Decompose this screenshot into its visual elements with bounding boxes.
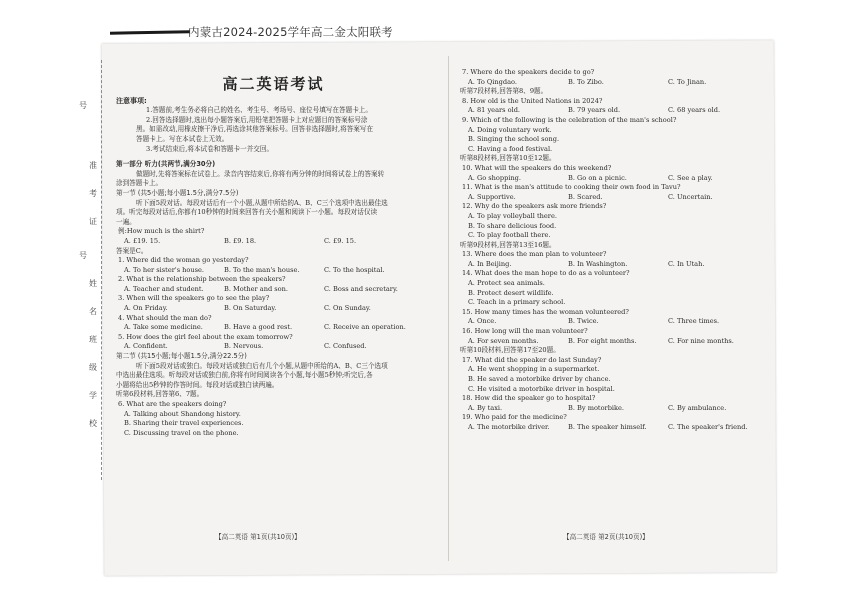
question-stem: 5. How does the girl feel about the exam tomorrow? <box>118 332 293 341</box>
binding-label: 名 <box>89 307 97 316</box>
question-options <box>460 106 760 116</box>
question-options <box>116 342 431 352</box>
notice-line: 2.回答选择题时,选出每小题答案后,用铅笔把答题卡上对应题目的答案标号涂 <box>146 115 368 124</box>
section-heading: 第一节 (共5小题;每小题1.5分,满分7.5分) <box>116 188 239 197</box>
option-a: A. For seven months. <box>468 336 539 345</box>
binding-label: 号 <box>79 101 87 110</box>
option-a: A. In Beijing. <box>468 259 512 268</box>
option-a: A. On Friday. <box>124 304 168 313</box>
option-b: B. Singing the school song. <box>468 135 560 144</box>
question-options <box>460 404 760 414</box>
question-options <box>460 78 760 88</box>
question-stem: 3. When will the speakers go to see the play? <box>118 294 270 303</box>
option-c: C. For nine months. <box>668 336 734 345</box>
binding-label: 学 <box>89 391 97 400</box>
binding-label: 考 <box>89 189 97 198</box>
option-b: B. Sharing their travel experiences. <box>124 419 244 428</box>
option-b: B. He saved a motorbike driver by chance. <box>468 375 611 383</box>
binding-label: 证 <box>89 217 97 226</box>
option-b: B. On Saturday. <box>224 304 277 313</box>
option-c: C. Discussing travel on the phone. <box>124 428 239 437</box>
option-b: B. Go on a picnic. <box>568 173 627 182</box>
option-c: C. To Jinan. <box>668 77 707 86</box>
notice-line: 1.答题前,考生务必将自己的姓名、考生号、考场号、座位号填写在答题卡上。 <box>146 106 372 115</box>
question-options <box>116 266 431 276</box>
option-c: C. The speaker's friend. <box>668 422 748 431</box>
option-c: C. He visited a motorbike driver in hospital. <box>468 384 615 393</box>
listening-material-note: 听第9段材料,回答第13至16题。 <box>460 240 556 249</box>
question-stem: 15. How many times has the woman volunteered? <box>462 307 629 316</box>
option-a: A. Talking about Shandong history. <box>124 409 241 418</box>
question-options <box>116 304 431 314</box>
question-stem: 13. Where does the man plan to volunteer? <box>462 250 607 259</box>
option-a: A. To play volleyball there. <box>468 211 557 220</box>
option-a: A. Protect sea animals. <box>468 279 545 288</box>
option-c: C. To the hospital. <box>324 265 385 274</box>
option-c: C. Teach in a primary school. <box>468 298 566 307</box>
question-stem: 16. How long will the man volunteer? <box>462 327 588 336</box>
instruction-line: 项。听完每段对话后,你都有10秒钟的时间来回答有关小题和阅读下一小题。每段对话仅读 <box>116 208 378 217</box>
question-stem: 11. What is the man's attitude to cooking their own food in Tavu? <box>462 183 681 192</box>
page-footer: 【高二英语 第1页(共10页)】 <box>215 533 301 541</box>
question-options <box>116 323 431 333</box>
instruction-line: 做题时,先将答案标在试卷上。录音内容结束后,你将有两分钟的时间将试卷上的答案转 <box>136 169 385 178</box>
header-rule <box>110 30 190 34</box>
option-a: A. The motorbike driver. <box>468 422 550 431</box>
option-a: A. Confident. <box>124 342 168 351</box>
right-page <box>460 68 760 433</box>
notice-line: 3.考试结束后,将本试卷和答题卡一并交回。 <box>146 144 274 153</box>
option-a: A. By taxi. <box>468 403 503 412</box>
question-stem: 10. What will the speakers do this weekend? <box>462 163 612 172</box>
binding-margin <box>74 60 116 480</box>
exam-title: 高二英语考试 <box>222 75 325 93</box>
instruction-line: 一遍。 <box>116 217 136 226</box>
listening-material-note: 听第6段材料,回答第6、7题。 <box>116 390 204 399</box>
binding-label: 准 <box>89 161 97 170</box>
question-options <box>460 317 760 327</box>
question-stem: 1. Where did the woman go yesterday? <box>118 256 249 265</box>
question-stem: 9. Which of the following is the celebration of the man's school? <box>462 115 677 124</box>
option-a: A. Once. <box>468 317 497 326</box>
option-b: B. In Washington. <box>568 259 628 268</box>
question-stem: 19. Who paid for the medicine? <box>462 413 567 422</box>
instruction-line: 听下面5段对话。每段对话后有一个小题,从题中所给的A、B、C三个选项中选出最佳选 <box>136 198 388 207</box>
option-b: B. Protect desert wildlife. <box>468 288 554 297</box>
listening-material-note: 听第8段材料,回答第10至12题。 <box>460 154 556 163</box>
option-c: C. Three times. <box>668 317 720 326</box>
binding-label: 号 <box>79 251 87 260</box>
option-b: B. To share delicious food. <box>468 221 557 230</box>
option-b: B. For eight months. <box>568 336 637 345</box>
option-a: A. He went shopping in a supermarket. <box>468 365 600 374</box>
option-a: A. 81 years old. <box>468 106 521 115</box>
option-c: C. On Sunday. <box>324 304 371 313</box>
option-a: A. Doing voluntary work. <box>468 125 552 134</box>
question-stem: 8. How old is the United Nations in 2024? <box>462 96 603 105</box>
option-b: B. To Zibo. <box>568 77 604 86</box>
option-c: C. Receive an operation. <box>324 323 406 332</box>
option-c: C. 68 years old. <box>668 106 721 115</box>
option-c: C. Having a food festival. <box>468 144 553 153</box>
notice-line: 答题卡上。写在本试卷上无效。 <box>136 134 229 143</box>
binding-label: 班 <box>89 335 97 344</box>
option-b: B. The speaker himself. <box>568 422 647 431</box>
question-stem: 18. How did the speaker go to hospital? <box>462 394 596 403</box>
option-a: A. Supportive. <box>468 192 516 201</box>
option-b: B. Scared. <box>568 192 603 201</box>
option-a: A. Take some medicine. <box>124 323 203 332</box>
option-a: A. To her sister's house. <box>124 265 205 274</box>
instruction-line: 涂到答题卡上。 <box>116 179 163 188</box>
instruction-line: 小题将给出5秒钟的作答时间。每段对话或独白读两遍。 <box>116 380 279 389</box>
option-c: C. By ambulance. <box>668 403 727 412</box>
part-heading: 第一部分 听力(共两节,满分30分) <box>116 160 216 169</box>
question-stem: 6. What are the speakers doing? <box>118 400 227 408</box>
left-page <box>116 75 431 438</box>
page-fold-line <box>448 56 449 561</box>
question-stem: 12. Why do the speakers ask more friends? <box>462 202 607 211</box>
page-footer: 【高二英语 第2页(共10页)】 <box>563 533 649 541</box>
notice-heading: 注意事项: <box>116 96 147 105</box>
binding-label: 校 <box>89 419 97 428</box>
option-c: C. £9. 15. <box>324 236 357 245</box>
instruction-line: 听下面5段对话或独白。每段对话或独白后有几个小题,从题中所给的A、B、C三个选项 <box>136 361 388 370</box>
option-b: B. To the man's house. <box>224 265 300 274</box>
option-b: B. By motorbike. <box>568 403 625 412</box>
option-a: A. Go shopping. <box>468 173 522 182</box>
option-b: B. Have a good rest. <box>224 323 293 332</box>
option-a: A. £19. 15. <box>124 236 161 245</box>
question-options <box>460 174 760 184</box>
question-options <box>460 337 760 347</box>
option-c: C. Boss and secretary. <box>324 284 398 293</box>
document-header-title: 内蒙古2024-2025学年高二金太阳联考 <box>188 25 393 39</box>
option-a: A. Teacher and student. <box>124 284 204 293</box>
question-stem: 17. What did the speaker do last Sunday? <box>462 355 602 364</box>
example-options <box>116 237 431 247</box>
question-options <box>460 193 760 203</box>
option-b: B. Nervous. <box>224 342 264 351</box>
listening-material-note: 听第10段材料,回答第17至20题。 <box>460 346 560 355</box>
option-c: C. Uncertain. <box>668 192 713 201</box>
notice-line: 黑。如需改动,用橡皮擦干净后,再选涂其他答案标号。回答非选择题时,将答案写在 <box>136 125 374 134</box>
binding-dashed-line <box>101 60 103 480</box>
option-c: C. In Utah. <box>668 259 705 268</box>
question-stem: 2. What is the relationship between the speakers? <box>118 275 286 284</box>
question-stem: 4. What should the man do? <box>118 313 212 322</box>
binding-label: 级 <box>89 363 97 372</box>
option-b: B. Mother and son. <box>224 284 288 293</box>
binding-label: 姓 <box>89 279 97 288</box>
example-answer: 答案是C。 <box>116 246 148 255</box>
instruction-line: 中选出最佳选项。听每段对话或独白前,你将有时间阅读各个小题,每小题5秒钟;听完后,各 <box>116 371 373 380</box>
option-c: C. Confused. <box>324 342 367 351</box>
option-c: C. See a play. <box>668 173 713 182</box>
listening-material-note: 听第7段材料,回答第8、9题。 <box>460 87 548 96</box>
option-b: B. £9. 18. <box>224 236 257 245</box>
option-c: C. To play football there. <box>468 231 551 240</box>
question-options <box>460 260 760 270</box>
example-question: 例:How much is the shirt? <box>118 227 205 236</box>
question-options <box>460 423 760 433</box>
option-b: B. Twice. <box>568 317 599 326</box>
question-stem: 14. What does the man hope to do as a volunteer? <box>462 269 630 278</box>
option-a: A. To Qingdao. <box>468 77 517 86</box>
question-options <box>116 285 431 295</box>
question-stem: 7. Where do the speakers decide to go? <box>462 68 595 76</box>
section-heading: 第二节 (共15小题;每小题1.5分,满分22.5分) <box>116 352 247 361</box>
option-b: B. 79 years old. <box>568 106 621 115</box>
